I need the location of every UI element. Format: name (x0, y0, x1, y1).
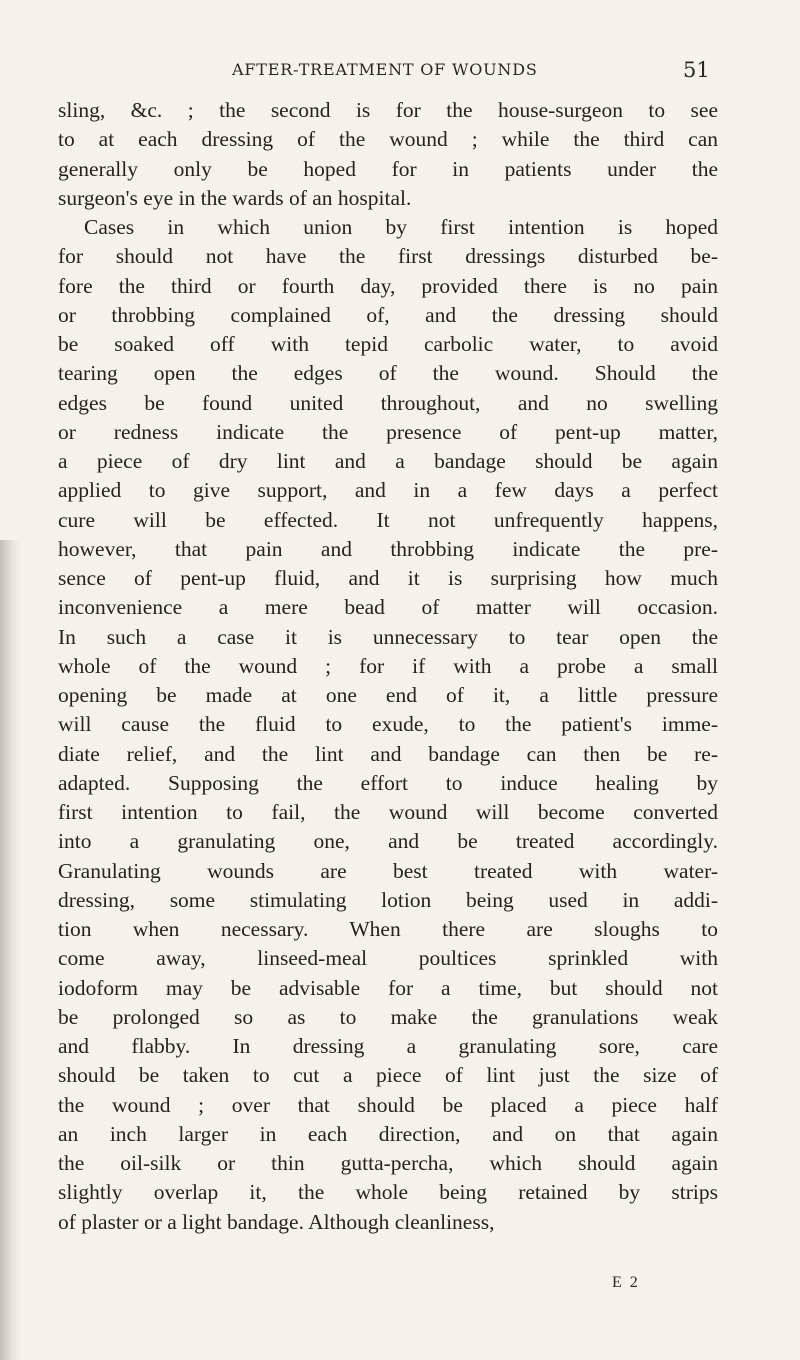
text-line: an inch larger in each direction, and on that again (58, 1121, 718, 1146)
text-line: fore the third or fourth day, provided there is no pain (58, 273, 718, 298)
text-line: into a granulating one, and be treated accordingly. (58, 829, 718, 854)
text-line: be soaked off with tepid carbolic water, to avoid (58, 332, 718, 356)
body-text (58, 96, 718, 1237)
text-line: opening be made at one end of it, a little pressure (58, 683, 718, 707)
text-line: should be taken to cut a piece of lint just the size of (58, 1063, 718, 1088)
text-line: of plaster or a light bandage. Although cleanliness, (58, 1209, 495, 1234)
text-line: and flabby. In dressing a granulating sore, care (58, 1034, 718, 1058)
running-head (0, 58, 800, 88)
text-line: the oil-silk or thin gutta-percha, which should again (58, 1151, 718, 1175)
text-line: diate relief, and the lint and bandage can then be re- (58, 741, 718, 766)
text-line: edges be found united throughout, and no swelling (58, 390, 718, 415)
text-line: tion when necessary. When there are sloughs to (58, 917, 718, 941)
text-line: iodoform may be advisable for a time, but should not (58, 975, 718, 1000)
text-line: In such a case it is unnecessary to tear open the (58, 624, 718, 649)
text-line: Granulating wounds are best treated with water- (58, 858, 718, 883)
text-line: come away, linseed-meal poultices sprinkled with (58, 946, 718, 971)
text-line: generally only be hoped for in patients under the (58, 156, 718, 181)
text-line: the wound ; over that should be placed a piece half (58, 1092, 718, 1117)
text-line: first intention to fail, the wound will become converted (58, 800, 718, 824)
text-line: adapted. Supposing the effort to induce healing by (58, 770, 718, 795)
text-line: be prolonged so as to make the granulations weak (58, 1004, 718, 1029)
text-line: surgeon's eye in the wards of an hospital. (58, 185, 412, 210)
text-line: applied to give support, and in a few days a perfect (58, 478, 718, 503)
printer-signature: E 2 (612, 1274, 640, 1291)
text-line: will cause the fluid to exude, to the patient's imme- (58, 712, 718, 737)
text-line: to at each dressing of the wound ; while the third can (58, 127, 718, 152)
text-line: tearing open the edges of the wound. Should the (58, 361, 718, 386)
text-line: whole of the wound ; for if with a probe a small (58, 653, 718, 678)
paragraph-start-line: Cases in which union by first intention is hoped (84, 215, 718, 239)
binding-shadow (0, 540, 22, 1360)
text-line: sling, &c. ; the second is for the house-surgeon to see (58, 98, 718, 122)
text-line: sence of pent-up fluid, and it is surprising how much (58, 566, 718, 590)
text-line: for should not have the first dressings disturbed be- (58, 244, 718, 269)
text-line: a piece of dry lint and a bandage should be again (58, 449, 718, 473)
text-line: dressing, some stimulating lotion being used in addi- (58, 887, 718, 912)
text-line: slightly overlap it, the whole being retained by strips (58, 1180, 718, 1205)
text-line: or throbbing complained of, and the dressing should (58, 302, 718, 327)
running-title: AFTER-TREATMENT OF WOUNDS (232, 60, 538, 79)
text-line: or redness indicate the presence of pent-up matter, (58, 419, 718, 444)
text-line: cure will be effected. It not unfrequently happens, (58, 507, 718, 532)
page-number: 51 (683, 58, 710, 82)
text-line: inconvenience a mere bead of matter will occasion. (58, 595, 718, 620)
text-line: however, that pain and throbbing indicate the pre- (58, 536, 718, 561)
